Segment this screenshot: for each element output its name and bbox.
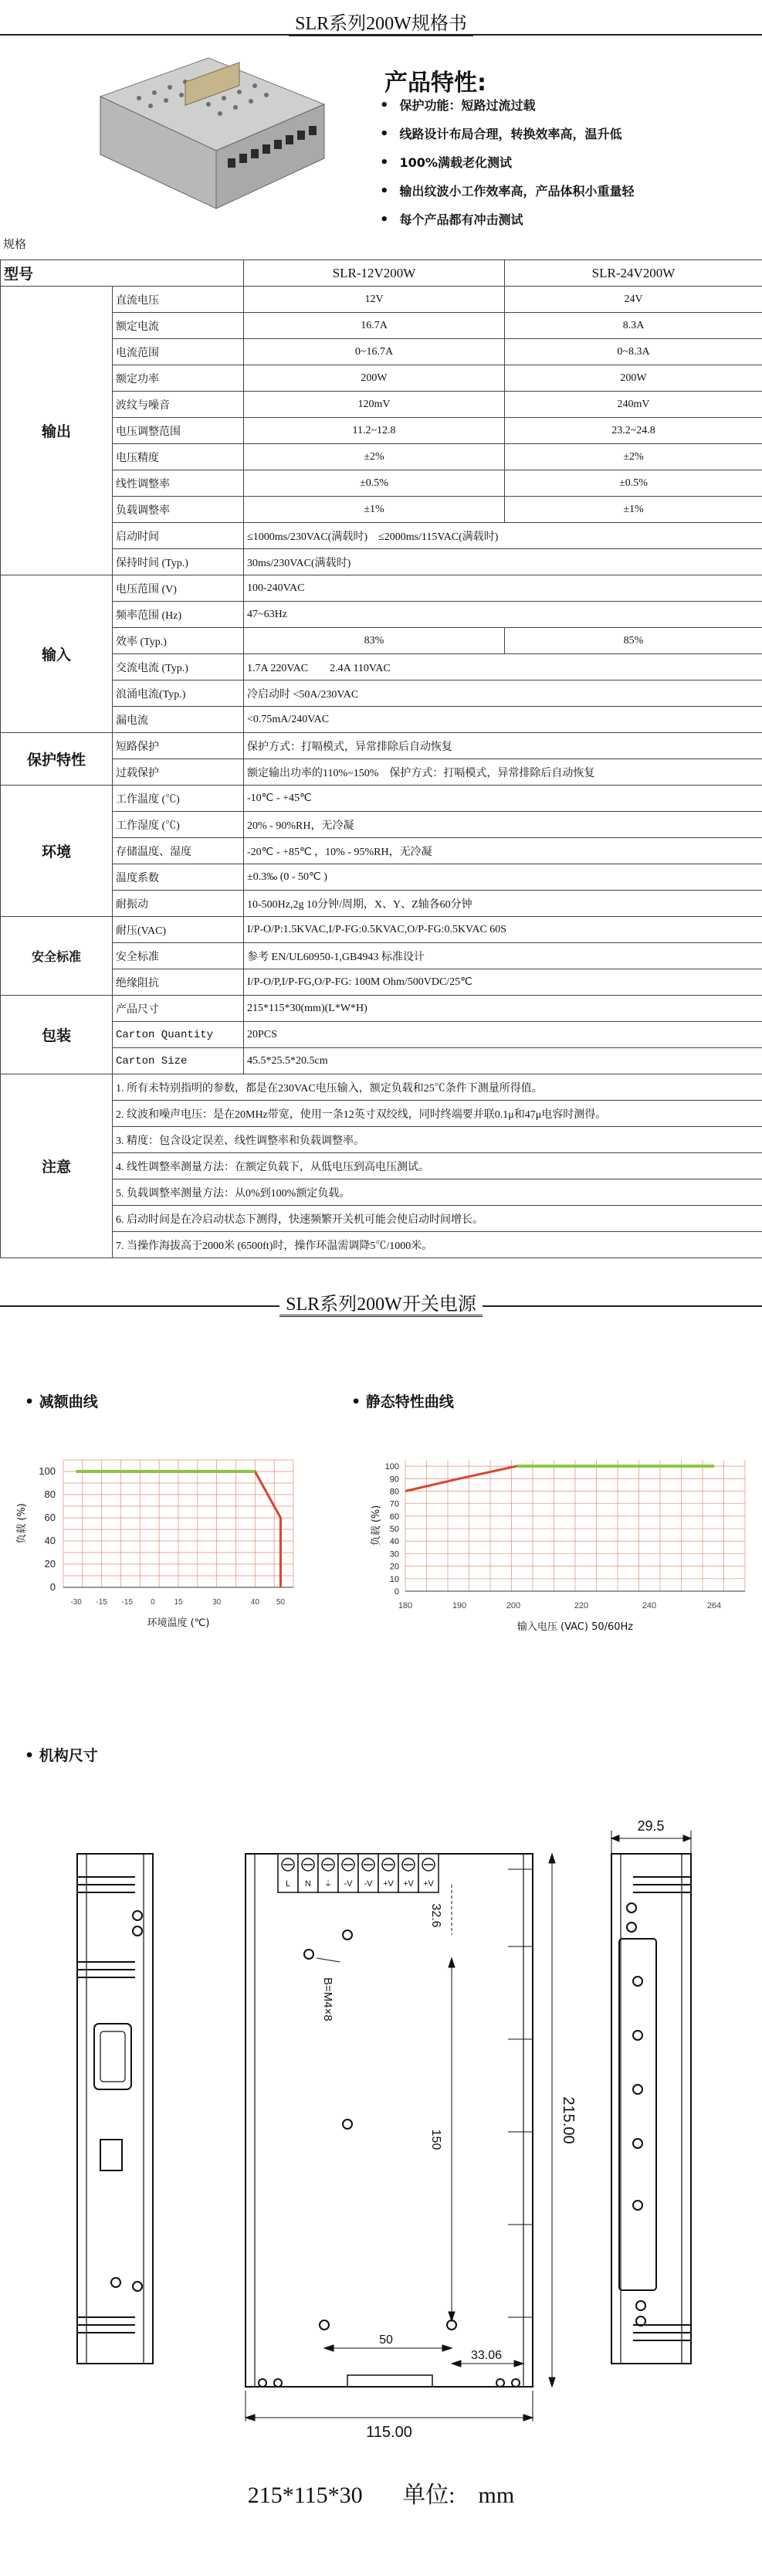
- table-row: [1, 969, 762, 996]
- dim-length: 215.00: [560, 2096, 577, 2144]
- y-tick-label: 80: [44, 1488, 56, 1500]
- table-row: [1, 1232, 762, 1258]
- y-axis-label: 负载 (%): [16, 1503, 28, 1544]
- group-notes: 注意: [1, 1074, 113, 1258]
- note-item: 6. 启动时间是在冷启动状态下测得，快速频繁开关机可能会使启动时间增长。: [113, 1206, 762, 1232]
- terminal-label: +V: [423, 1879, 434, 1889]
- table-row: [1, 339, 762, 365]
- row-label: 保持时间 (Typ.): [113, 549, 244, 575]
- page-title: SLR系列200W规格书: [0, 8, 762, 35]
- y-tick-label: 80: [389, 1487, 399, 1497]
- table-row: [1, 1206, 762, 1232]
- row-label: 额定电流: [113, 313, 244, 339]
- model-label: 型号: [1, 260, 244, 287]
- terminal-label: +V: [383, 1879, 394, 1889]
- table-row: [1, 418, 762, 444]
- x-tick-label: 190: [452, 1601, 467, 1610]
- table-row: [1, 733, 762, 759]
- y-tick-label: 100: [39, 1465, 56, 1477]
- section-title: SLR系列200W开关电源: [0, 1288, 762, 1315]
- cell-value: 额定输出功率的110%~150% 保护方式：打嗝模式，异常排除后自动恢复: [244, 759, 762, 786]
- model-12v: SLR-12V200W: [244, 260, 505, 287]
- table-row: [1, 759, 762, 786]
- y-tick-label: 10: [389, 1574, 399, 1584]
- cell-value: <0.75mA/240VAC: [244, 707, 762, 733]
- table-row: [1, 891, 762, 917]
- table-row: [1, 786, 762, 812]
- note-item: 5. 负载调整率测量方法：从0%到100%额定负载。: [113, 1179, 762, 1206]
- table-row: [1, 602, 762, 628]
- group-package: 包装: [1, 996, 113, 1074]
- cell-value: 240mV: [505, 392, 762, 418]
- row-label: 电压精度: [113, 444, 244, 470]
- x-tick-label: 220: [574, 1601, 589, 1610]
- cell-value: 12V: [244, 287, 505, 313]
- table-row: [1, 917, 762, 943]
- terminal-label: N: [305, 1879, 311, 1889]
- dimension-caption: [0, 2476, 762, 2510]
- unit-caption: 单位: mm: [402, 2483, 515, 2508]
- group-safety: 安全标准: [1, 917, 113, 996]
- terminal-block: [278, 1854, 439, 1892]
- table-row: [1, 1022, 762, 1048]
- table-row: [1, 1179, 762, 1206]
- row-label: 工作湿度 (℃): [113, 812, 244, 838]
- y-tick-label: 20: [389, 1562, 399, 1572]
- cell-value: 8.3A: [505, 313, 762, 339]
- size-caption: 215*115*30: [247, 2483, 363, 2508]
- x-tick-label: 15: [174, 1598, 183, 1607]
- cell-value: 215*115*30(mm)(L*W*H): [244, 996, 762, 1022]
- x-axis-label: 输入电压 (VAC) 50/60Hz: [516, 1621, 634, 1633]
- table-row: [1, 628, 762, 654]
- feature-item: • 线路设计布局合理，转换效率高，温升低: [380, 120, 635, 148]
- cell-value: ±0.5%: [505, 470, 762, 497]
- cell-value: ±1%: [505, 497, 762, 523]
- table-header-row: [1, 260, 762, 287]
- y-tick-label: 40: [44, 1535, 56, 1546]
- features-list: [380, 91, 635, 234]
- header-rule: [0, 34, 762, 36]
- row-label: 耐振动: [113, 891, 244, 917]
- spec-table: [0, 260, 762, 1258]
- row-label: 浪涌电流(Typ.): [113, 680, 244, 707]
- terminal-label: -V: [344, 1879, 353, 1889]
- y-tick-label: 20: [44, 1558, 56, 1570]
- row-label: 线性调整率: [113, 470, 244, 497]
- feature-item: • 输出纹波小工作效率高，产品体积小重量轻: [380, 177, 635, 205]
- table-row: [1, 812, 762, 838]
- table-row: [1, 313, 762, 339]
- row-label: 波纹与噪音: [113, 392, 244, 418]
- derating-chart: [8, 1444, 317, 1638]
- row-label: 电压调整范围: [113, 418, 244, 444]
- cell-value: 23.2~24.8: [505, 418, 762, 444]
- row-label: 存储温度、湿度: [113, 838, 244, 864]
- cell-value: I/P-O/P:1.5KVAC,I/P-FG:0.5KVAC,O/P-FG:0.5KVAC 60S: [244, 917, 762, 943]
- y-tick-label: 100: [384, 1462, 399, 1472]
- table-row: [1, 654, 762, 680]
- x-tick-label: 40: [250, 1598, 259, 1607]
- row-label: 漏电流: [113, 707, 244, 733]
- feature-item: • 100%满载老化测试: [380, 148, 635, 177]
- y-axis-label: 负载 (%): [371, 1505, 382, 1546]
- row-label: 过载保护: [113, 759, 244, 786]
- group-input: 输入: [1, 575, 113, 733]
- x-tick-label: -15: [96, 1598, 107, 1607]
- table-row: [1, 470, 762, 497]
- cell-value: 0~16.7A: [244, 339, 505, 365]
- y-tick-label: 40: [389, 1537, 399, 1547]
- cell-value: 10-500Hz,2g 10分钟/周期，X、Y、Z轴各60分钟: [244, 891, 762, 917]
- spec-label: 规格: [3, 237, 27, 251]
- table-row: [1, 1101, 762, 1127]
- cell-value: 45.5*25.5*20.5cm: [244, 1048, 762, 1074]
- row-label: Carton Size: [113, 1048, 244, 1074]
- cell-value: 100-240VAC: [244, 575, 762, 602]
- dim-bottom-33: 33.06: [470, 2349, 503, 2362]
- cell-value: 85%: [505, 628, 762, 654]
- table-row: [1, 680, 762, 707]
- terminal-label: +V: [403, 1879, 414, 1889]
- cell-value: 1.7A 220VAC 2.4A 110VAC: [244, 654, 762, 680]
- group-environment: 环境: [1, 786, 113, 917]
- x-tick-label: 0: [151, 1598, 155, 1607]
- cell-value: ±1%: [244, 497, 505, 523]
- cell-value: 16.7A: [244, 313, 505, 339]
- x-tick-label: 30: [212, 1598, 222, 1607]
- terminal-label: L: [285, 1879, 291, 1889]
- table-row: [1, 1074, 762, 1101]
- y-tick-label: 0: [49, 1581, 56, 1593]
- table-row: [1, 392, 762, 418]
- table-row: [1, 707, 762, 733]
- static-chart-title: • 静态特性曲线: [351, 1390, 454, 1411]
- cell-value: ≤1000ms/230VAC(满载时) ≤2000ms/115VAC(满载时): [244, 523, 762, 549]
- model-24v: SLR-24V200W: [505, 260, 762, 287]
- y-tick-label: 30: [389, 1549, 399, 1560]
- table-row: [1, 838, 762, 864]
- note-item: 2. 纹波和噪声电压：是在20MHz带宽，使用一条12英寸双绞线，同时终端要并联0.1μ和47μ电容时测得。: [113, 1101, 762, 1127]
- x-tick-label: 200: [506, 1601, 521, 1610]
- x-tick-label: -30: [70, 1598, 82, 1607]
- row-label: 直流电压: [113, 287, 244, 313]
- dim-depth: 29.5: [637, 1818, 665, 1834]
- x-tick-label: 180: [398, 1601, 413, 1610]
- row-label: 工作温度 (℃): [113, 786, 244, 812]
- row-label: 额定功率: [113, 365, 244, 392]
- row-label: 短路保护: [113, 733, 244, 759]
- y-tick-label: 0: [394, 1587, 399, 1597]
- row-label: 效率 (Typ.): [113, 628, 244, 654]
- cell-value: 47~63Hz: [244, 602, 762, 628]
- table-row: [1, 365, 762, 392]
- table-row: [1, 287, 762, 313]
- y-tick-label: 70: [389, 1499, 399, 1509]
- y-tick-label: 50: [389, 1525, 399, 1535]
- cell-value: 0~8.3A: [505, 339, 762, 365]
- row-label: 负载调整率: [113, 497, 244, 523]
- row-label: 电压范围 (V): [113, 575, 244, 602]
- x-axis-label: 环境温度 (℃): [147, 1617, 210, 1629]
- x-tick-label: -15: [121, 1598, 134, 1607]
- note-item: 3. 精度：包含设定误差、线性调整率和负载调整率。: [113, 1127, 762, 1153]
- x-tick-label: 240: [642, 1601, 657, 1610]
- cell-value: 保护方式：打嗝模式，异常排除后自动恢复: [244, 733, 762, 759]
- cell-value: -20℃ - +85℃ ，10% - 95%RH，无冷凝: [244, 838, 762, 864]
- table-row: [1, 444, 762, 470]
- row-label: Carton Quantity: [113, 1022, 244, 1048]
- derating-chart-title: • 减额曲线: [25, 1390, 98, 1411]
- row-label: 交流电流 (Typ.): [113, 654, 244, 680]
- cell-value: 11.2~12.8: [244, 418, 505, 444]
- screw-label: B=M4×8: [321, 1977, 334, 2021]
- cell-value: ±0.3‰ (0 - 50℃ ): [244, 864, 762, 891]
- x-tick-label: 50: [276, 1598, 286, 1607]
- row-label: 耐压(VAC): [113, 917, 244, 943]
- row-label: 温度系数: [113, 864, 244, 891]
- cell-value: 200W: [505, 365, 762, 392]
- table-row: [1, 575, 762, 602]
- product-photo: [93, 42, 332, 220]
- group-protection: 保护特性: [1, 733, 113, 786]
- row-label: 电流范围: [113, 339, 244, 365]
- table-row: [1, 1153, 762, 1179]
- feature-item: • 保护功能：短路过流过载: [380, 91, 635, 120]
- table-row: [1, 1048, 762, 1074]
- cell-value: ±2%: [244, 444, 505, 470]
- note-item: 4. 线性调整率测量方法：在额定负载下，从低电压到高电压测试。: [113, 1153, 762, 1179]
- cell-value: 24V: [505, 287, 762, 313]
- cell-value: 120mV: [244, 392, 505, 418]
- cell-value: 20PCS: [244, 1022, 762, 1048]
- table-row: [1, 996, 762, 1022]
- dim-bottom-50: 50: [379, 2333, 393, 2347]
- row-label: 启动时间: [113, 523, 244, 549]
- cell-value: 83%: [244, 628, 505, 654]
- x-tick-label: 264: [706, 1601, 722, 1610]
- features-title: 产品特性:: [384, 70, 486, 97]
- cell-value: I/P-O/P,I/P-FG,O/P-FG: 100M Ohm/500VDC/25℃: [244, 969, 762, 996]
- row-label: 安全标准: [113, 943, 244, 969]
- row-label: 频率范围 (Hz): [113, 602, 244, 628]
- table-row: [1, 864, 762, 891]
- y-tick-label: 90: [389, 1475, 399, 1485]
- note-item: 1. 所有未特别指明的参数，都是在230VAC电压输入，额定负载和25℃条件下测量所得值。: [113, 1074, 762, 1101]
- cell-value: ±2%: [505, 444, 762, 470]
- cell-value: 20% - 90%RH，无冷凝: [244, 812, 762, 838]
- table-row: [1, 943, 762, 969]
- y-tick-label: 60: [389, 1512, 399, 1522]
- group-output: 输出: [1, 287, 113, 575]
- static-chart: [367, 1444, 760, 1638]
- mechanical-drawing: [0, 1807, 762, 2456]
- terminal-label: ⏚: [323, 1879, 333, 1889]
- table-row: [1, 549, 762, 575]
- note-item: 7. 当操作海拔高于2000米 (6500ft)时，操作环温需调降5℃/1000米。: [113, 1232, 762, 1258]
- dim-hole-spacing: 150: [429, 2129, 442, 2150]
- feature-item: • 每个产品都有冲击测试: [380, 205, 635, 234]
- row-label: 绝缘阻抗: [113, 969, 244, 996]
- cell-value: 冷启动时 <50A/230VAC: [244, 680, 762, 707]
- terminal-label: -V: [364, 1879, 373, 1889]
- table-row: [1, 497, 762, 523]
- y-tick-label: 60: [44, 1512, 56, 1523]
- cell-value: -10℃ - +45℃: [244, 786, 762, 812]
- mechanical-title: • 机构尺寸: [25, 1744, 98, 1765]
- table-row: [1, 523, 762, 549]
- cell-value: 200W: [244, 365, 505, 392]
- cell-value: ±0.5%: [244, 470, 505, 497]
- cell-value: 30ms/230VAC(满载时): [244, 549, 762, 575]
- row-label: 产品尺寸: [113, 996, 244, 1022]
- table-row: [1, 1127, 762, 1153]
- dim-top-offset: 32.6: [429, 1903, 442, 1928]
- dim-width: 115.00: [366, 2424, 412, 2441]
- cell-value: 参考 EN/UL60950-1,GB4943 标准设计: [244, 943, 762, 969]
